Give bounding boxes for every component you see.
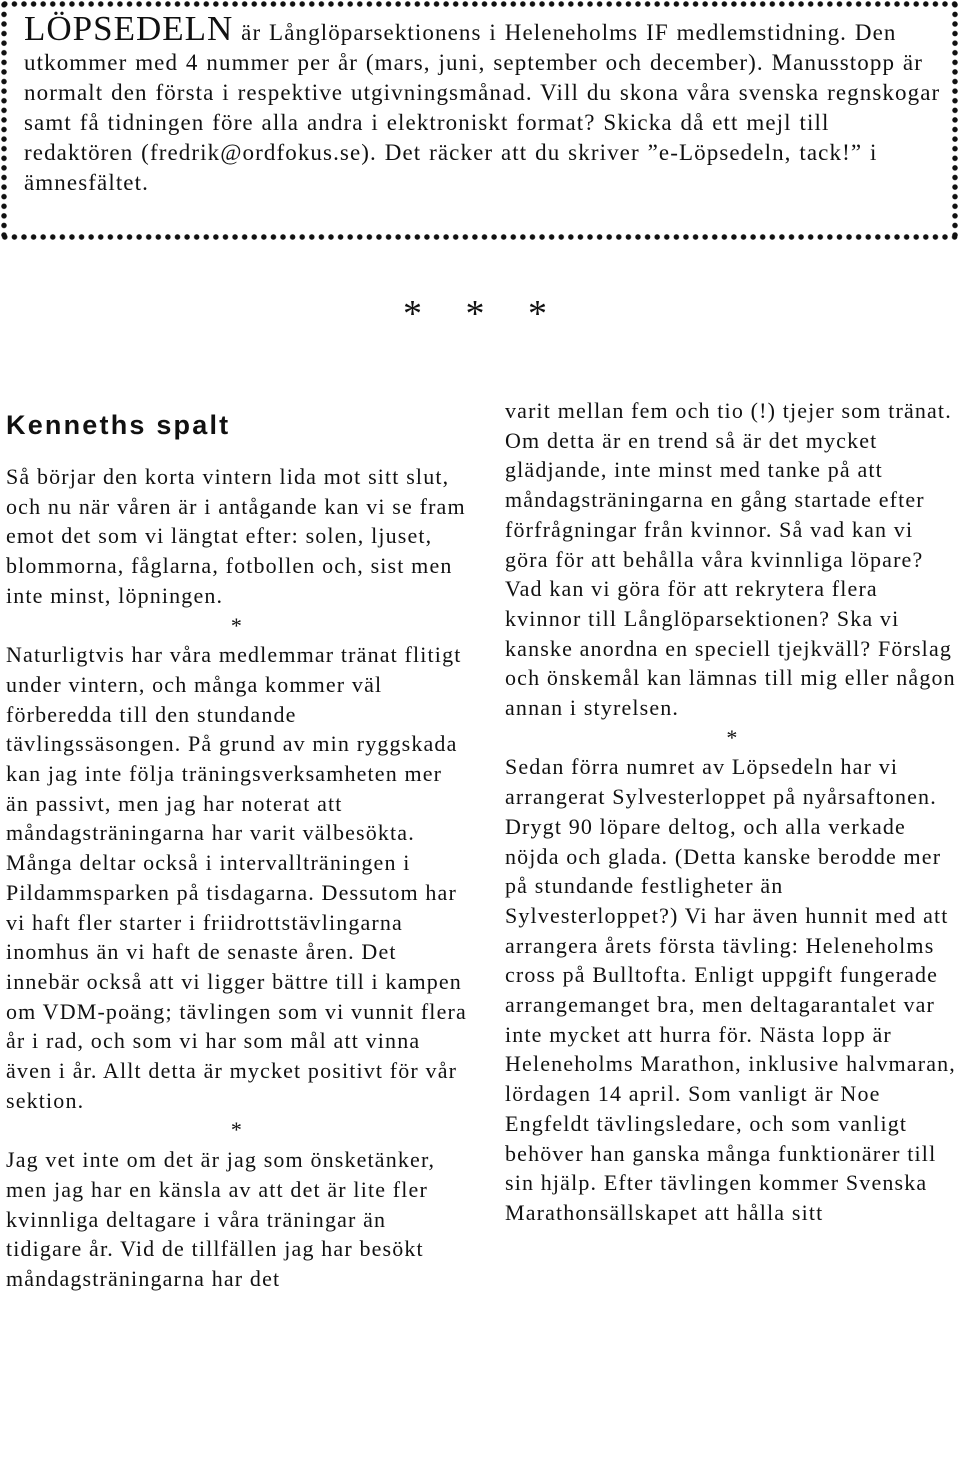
section-separator: * * * xyxy=(403,293,557,335)
newsletter-title: LÖPSEDELN xyxy=(24,9,234,48)
paragraph: Så börjar den korta vintern lida mot sitt slut, och nu när våren är i antågande kan vi se fram emot det som vi längtat efter: solen, ljuset, blommorna, fåglarna, fotbollen och, sist men inte minst, löpningen. xyxy=(6,464,466,608)
paragraph-divider: * xyxy=(230,1117,244,1143)
right-column xyxy=(505,396,960,1228)
info-box xyxy=(0,0,959,241)
info-box-text-block xyxy=(24,9,944,198)
paragraph: Sedan förra numret av Löpsedeln har vi arrangerat Sylvesterloppet på nyårsaftonen. Drygt 90 löpare deltog, och alla verkade nöjda och glada. (Detta kanske berodde mer på stundande festligheter än Sylvesterloppet?) Vi har även hunnit med att arrangera årets första tävling: Heleneholms cross på Bulltofta. Enligt uppgift fungerade arrangemanget bra, men deltagarantalet var inte mycket att hurra för. Nästa lopp är Heleneholms Marathon, inklusive halvmaran, lördagen 14 april. Som vanligt är Noe Engfeldt tävlingsledare, och som vanligt behöver han ganska många funktionärer till sin hjälp. Efter tävlingen kommer Svenska Marathonsällskapet att hålla sitt xyxy=(505,754,956,1225)
paragraph-divider: * xyxy=(726,724,739,750)
column-title: Kenneths spalt xyxy=(6,410,231,440)
left-column xyxy=(6,396,468,1294)
paragraph-divider: * xyxy=(230,612,244,638)
paragraph: Naturligtvis har våra medlemmar tränat flitigt under vintern, och många kommer väl förberedda till den stundande tävlingssäsongen. På grund av min ryggskada kan jag inte följa träningsverksamheten mer än passivt, men jag har noterat att måndagsträningarna har varit välbesökta. Många deltar också i intervallträningen i Pildammsparken på tisdagarna. Dessutom har vi haft fler starter i friidrottstävlingarna inomhus än vi haft de senaste åren. Det innebär också att vi ligger bättre till i kampen om VDM-poäng; tävlingen som vi vunnit flera år i rad, och som vi har som mål att vinna även i år. Allt detta är mycket positivt för vår sektion. xyxy=(6,642,467,1113)
paragraph: Jag vet inte om det är jag som önsketänker, men jag har en känsla av att det är lite fler kvinnliga deltagare i våra träningar än tidigare år. Vid de tillfällen jag har besökt måndagsträningarna har det xyxy=(6,1147,436,1291)
paragraph: varit mellan fem och tio (!) tjejer som tränat. Om detta är en trend så är det mycket glädjande, inte minst med tanke på att måndagsträningarna en gång startade efter förfrågningar från kvinnor. Så vad kan vi göra för att behålla våra kvinnliga löpare? Vad kan vi göra för att rekrytera flera kvinnor till Långlöparsektionen? Ska vi kanske anordna en speciell tjejkväll? Förslag och önskemål kan lämnas till mig eller någon annan i styrelsen. xyxy=(505,398,956,721)
info-box-text: är Långlöparsektionens i Heleneholms IF medlemstidning. Den utkommer med 4 nummer per år (mars, juni, september och december). Manusstopp är normalt den första i respektive utgivningsmånad. Vill du skona våra svenska regnskogar samt få tidningen före alla andra i elektroniskt format? Skicka då ett mejl till redaktören (fredrik@ordfokus.se). Det räcker att du skriver ”e-Löpsedeln, tack!” i ämnesfältet. xyxy=(24,20,941,195)
